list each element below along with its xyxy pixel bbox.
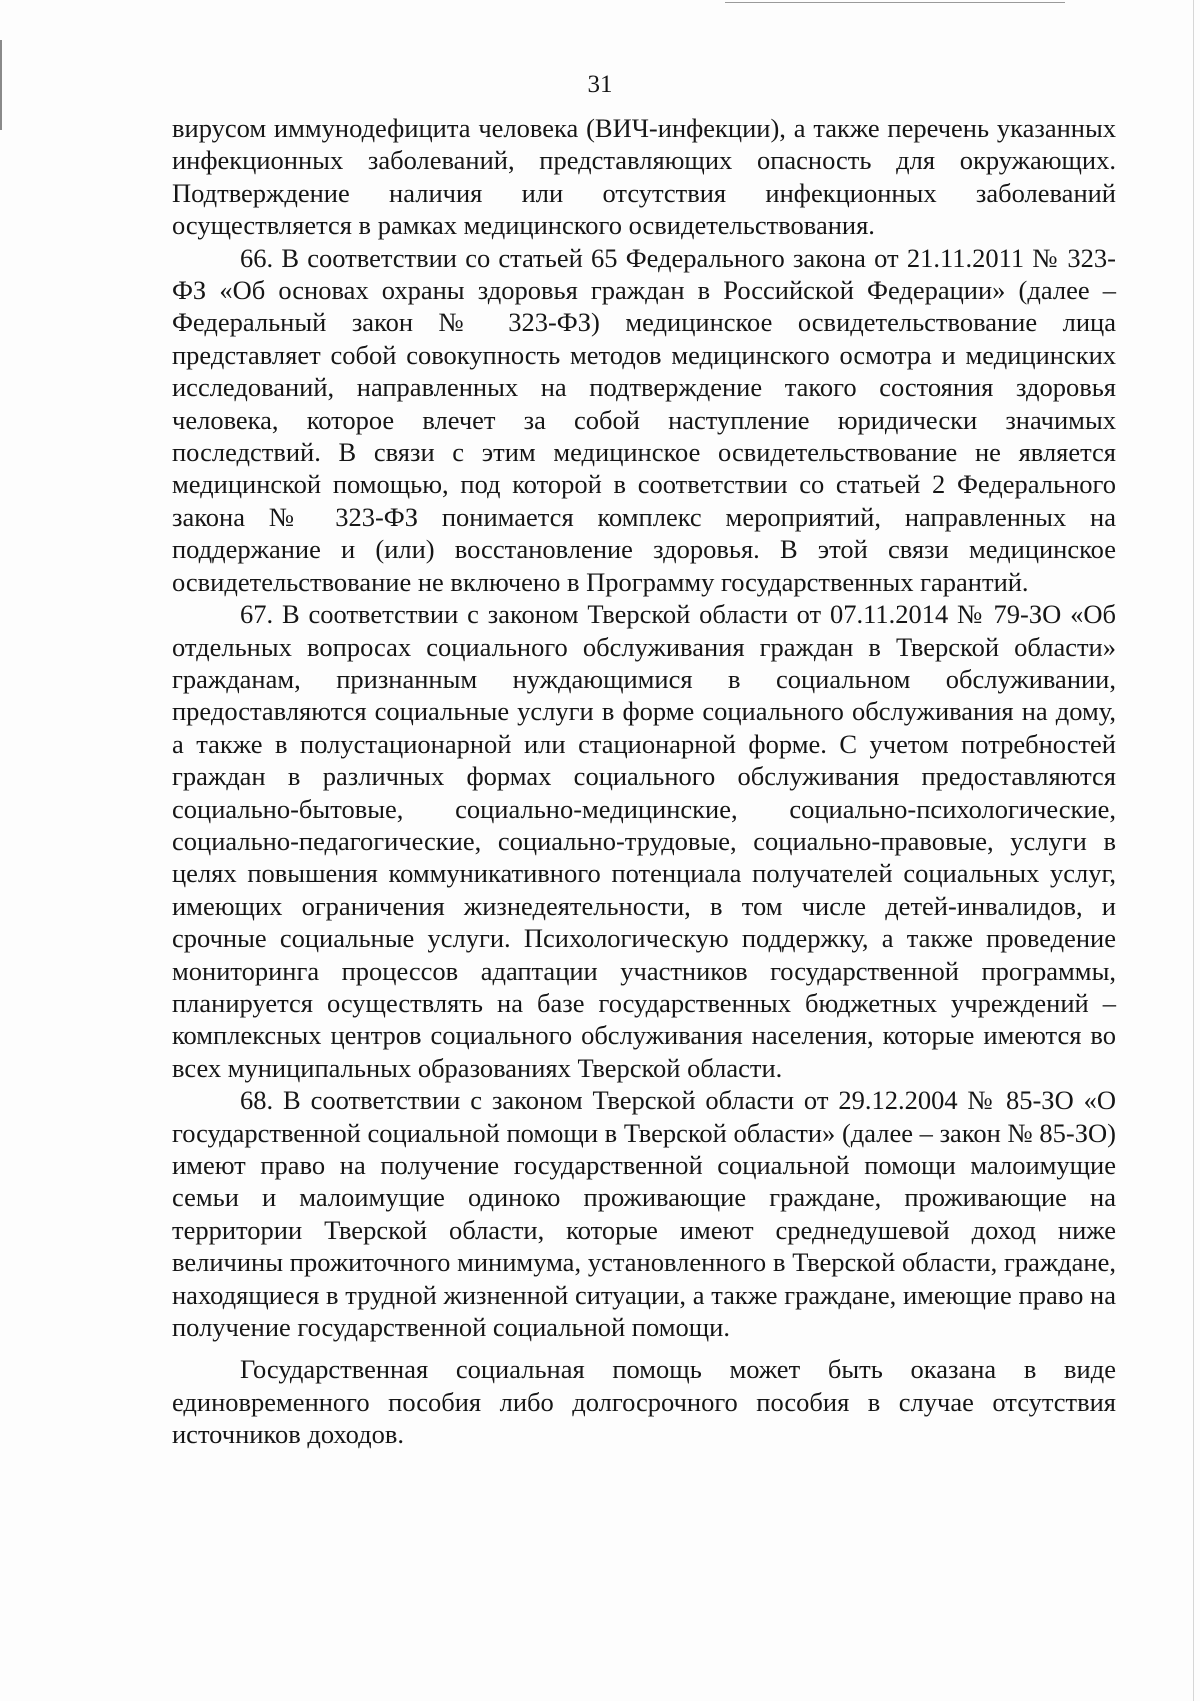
paragraph-social-aid: Государственная социальная помощь может быть оказана в виде единовременного пособия либо долгосрочного пособия в случае отсутствия источников доходов. (172, 1354, 1116, 1450)
scan-artifact-top-line (725, 2, 1065, 3)
paragraph-item-68: 68. В соответствии с законом Тверской области от 29.12.2004 № 85-ЗО «О государственной социальной помощи в Тверской области» (далее – закон № 85-ЗО) имеют право на получение государственной социальной помощи малоимущие семьи и малоимущие одиноко проживающие граждане, проживающие на территории Тверской области, которые имеют среднедушевой доход ниже величины прожиточного минимума, установленного в Тверской области, граждане, находящиеся в трудной жизненной ситуации, а также граждане, имеющие право на получение государственной социальной помощи. (172, 1085, 1116, 1343)
paragraph-continuation: вирусом иммунодефицита человека (ВИЧ-инфекции), а также перечень указанных инфекционных заболеваний, представляющих опасность для окружающих. Подтверждение наличия или отсутствия инфекционных заболеваний осуществляется в рамках медицинского освидетельствования. (172, 113, 1116, 241)
document-body (172, 112, 1116, 1451)
page-number: 31 (587, 71, 613, 98)
paragraph-item-67: 67. В соответствии с законом Тверской области от 07.11.2014 № 79-ЗО «Об отдельных вопросах социального обслуживания граждан в Тверской области» гражданам, признанным нуждающимися в социальном обслуживании, предоставляются социальные услуги в форме социального обслуживания на дому, а также в полустационарной или стационарной форме. С учетом потребностей граждан в различных формах социального обслуживания предоставляются социально-бытовые, социально-медицинские, социально-психологические, социально-педагогические, социально-трудовые, социально-правовые, услуги в целях повышения коммуникативного потенциала получателей социальных услуг, имеющих ограничения жизнедеятельности, в том числе детей-инвалидов, и срочные социальные услуги. Психологическую поддержку, а также проведение мониторинга процессов адаптации участников государственной программы, планируется осуществлять на базе государственных бюджетных учреждений – комплексных центров социального обслуживания населения, которые имеются во всех муниципальных образованиях Тверской области. (172, 599, 1116, 1083)
paragraph-item-66: 66. В соответствии со статьей 65 Федерального закона от 21.11.2011 № 323-ФЗ «Об основах охраны здоровья граждан в Российской Федерации» (далее – Федеральный закон № 323-ФЗ) медицинское освидетельствование лица представляет собой совокупность методов медицинского осмотра и медицинских исследований, направленных на подтверждение такого состояния здоровья человека, которое влечет за собой наступление юридически значимых последствий. В связи с этим медицинское освидетельствование не является медицинской помощью, под которой в соответствии со статьей 2 Федерального закона № 323-ФЗ понимается комплекс мероприятий, направленных на поддержание и (или) восстановление здоровья. В этой связи медицинское освидетельствование не включено в Программу государственных гарантий. (172, 242, 1116, 597)
scan-artifact-right-edge (1193, 0, 1194, 1701)
